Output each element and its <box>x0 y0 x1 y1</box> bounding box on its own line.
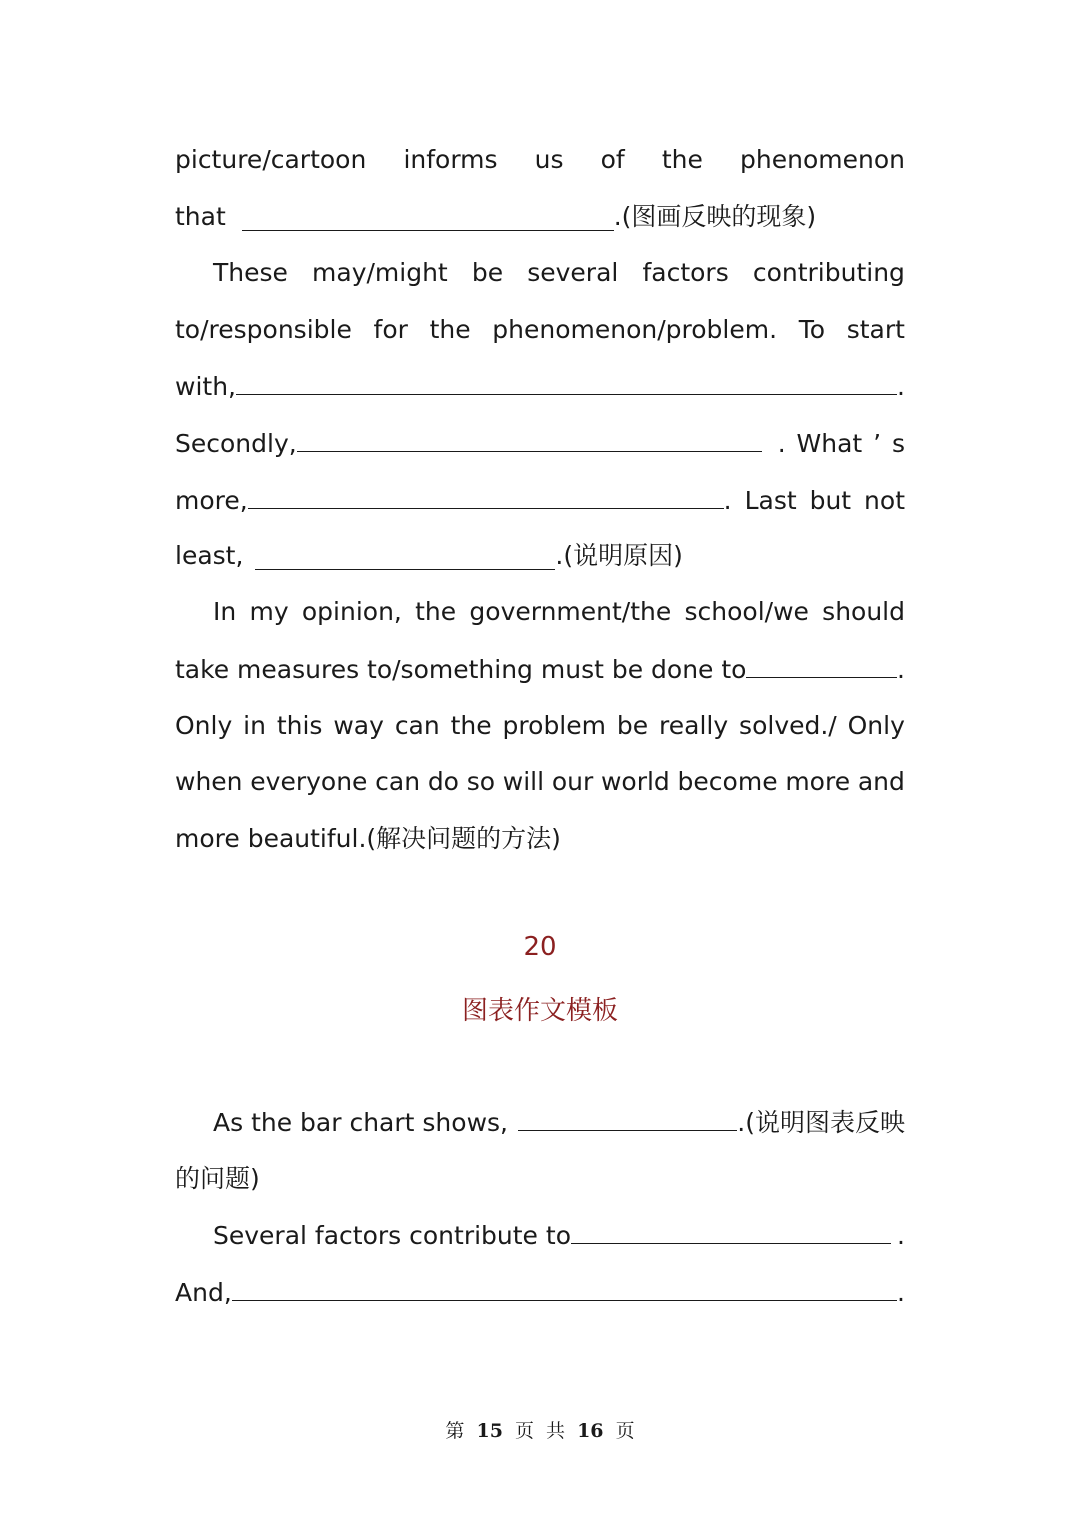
word: my <box>249 597 289 626</box>
section-number: 20 <box>523 932 557 962</box>
word: solved./ <box>739 711 837 740</box>
line-text: .(图画反映的现象) <box>613 202 817 231</box>
line-text: And, <box>175 1278 232 1307</box>
word: start <box>846 315 905 344</box>
word: ’ <box>873 429 882 458</box>
paragraph4-line2 <box>175 1159 905 1199</box>
word: should <box>822 597 905 626</box>
word: . <box>777 429 786 458</box>
paragraph3-line3 <box>175 706 905 746</box>
paragraph2-line6 <box>175 536 905 576</box>
line-text: . Last but not <box>723 486 905 515</box>
word: several <box>527 258 619 287</box>
word: be <box>471 258 504 287</box>
word: our <box>551 767 594 796</box>
line-text: . <box>897 655 905 684</box>
word: for <box>373 315 408 344</box>
footer-middle: 页 共 <box>514 1420 566 1442</box>
fill-in-blank <box>236 366 897 395</box>
line-text: .(说明原因) <box>555 541 683 570</box>
current-page-number: 15 <box>476 1420 503 1442</box>
line-text: more beautiful.(解决问题的方法) <box>175 824 561 853</box>
word: These <box>213 258 288 287</box>
word: to/responsible <box>175 315 352 344</box>
word: contributing <box>752 258 905 287</box>
total-pages-number: 16 <box>577 1420 604 1442</box>
word: the <box>661 145 703 174</box>
line-text: that <box>175 202 226 231</box>
word: this <box>276 711 323 740</box>
paragraph4-line1 <box>213 1102 905 1142</box>
word: way <box>333 711 384 740</box>
paragraph5-line1 <box>213 1215 905 1255</box>
footer-prefix: 第 <box>445 1420 465 1442</box>
paragraph1-line1 <box>175 140 905 180</box>
line-text: . <box>897 1221 905 1250</box>
word: school/we <box>684 597 809 626</box>
word: Only <box>847 711 905 740</box>
word: everyone <box>250 767 368 796</box>
word: factors <box>642 258 729 287</box>
word: What <box>796 429 863 458</box>
word: phenomenon/problem. <box>492 315 778 344</box>
footer-suffix: 页 <box>615 1420 635 1442</box>
fill-in-blank <box>746 649 897 678</box>
paragraph3-line1 <box>213 592 905 632</box>
word: the <box>450 711 492 740</box>
word: will <box>502 767 545 796</box>
paragraph2-line1 <box>213 253 905 293</box>
word: of <box>600 145 625 174</box>
fill-in-blank <box>255 541 555 570</box>
paragraph2-line4 <box>175 423 905 463</box>
paragraph2-line2 <box>175 310 905 350</box>
line-text: take measures to/something must be done to <box>175 655 747 684</box>
word: so <box>466 767 496 796</box>
word: government/the <box>469 597 672 626</box>
word: be <box>616 711 649 740</box>
paragraph3-line4 <box>175 762 905 802</box>
fill-in-blank <box>242 202 614 231</box>
word: do <box>427 767 459 796</box>
line-text: . <box>897 372 905 401</box>
line-text: with, <box>175 372 236 401</box>
fill-in-blank <box>297 423 762 452</box>
paragraph3-line2 <box>175 649 905 689</box>
word: the <box>429 315 471 344</box>
fill-in-blank <box>518 1102 737 1131</box>
paragraph1-line2 <box>175 197 905 237</box>
section-title: 图表作文模板 <box>461 996 618 1026</box>
word: when <box>175 767 243 796</box>
paragraph2-line5 <box>175 480 905 520</box>
line-text: . <box>897 1278 905 1307</box>
word: phenomenon <box>740 145 905 174</box>
word: may/might <box>312 258 448 287</box>
word: can <box>394 711 440 740</box>
line-text: Secondly, <box>175 429 297 458</box>
line-text: 的问题) <box>175 1164 260 1193</box>
word: world <box>600 767 670 796</box>
line-text: .(说明图表反映 <box>737 1108 905 1137</box>
word: and <box>857 767 905 796</box>
fill-in-blank <box>248 480 724 509</box>
page-footer <box>0 1416 1080 1443</box>
word: become <box>677 767 778 796</box>
line-text: more, <box>175 486 248 515</box>
word: really <box>659 711 729 740</box>
line-text: Several factors contribute to <box>213 1221 571 1250</box>
fill-in-blank <box>232 1272 897 1301</box>
word: problem <box>502 711 606 740</box>
word: informs <box>403 145 498 174</box>
fill-in-blank <box>571 1215 891 1244</box>
line-tail <box>762 424 905 464</box>
paragraph2-line3 <box>175 366 905 406</box>
word: can <box>375 767 421 796</box>
paragraph3-line5 <box>175 819 905 859</box>
word: in <box>243 711 266 740</box>
paragraph5-line2 <box>175 1272 905 1312</box>
word: To <box>798 315 826 344</box>
line-text: least, <box>175 541 244 570</box>
word: In <box>213 597 237 626</box>
word: Only <box>175 711 233 740</box>
word: the <box>415 597 457 626</box>
word: more <box>785 767 851 796</box>
word: opinion, <box>301 597 402 626</box>
word: us <box>534 145 564 174</box>
word: picture/cartoon <box>175 145 367 174</box>
word: s <box>891 429 905 458</box>
line-text: As the bar chart shows, <box>213 1108 508 1137</box>
